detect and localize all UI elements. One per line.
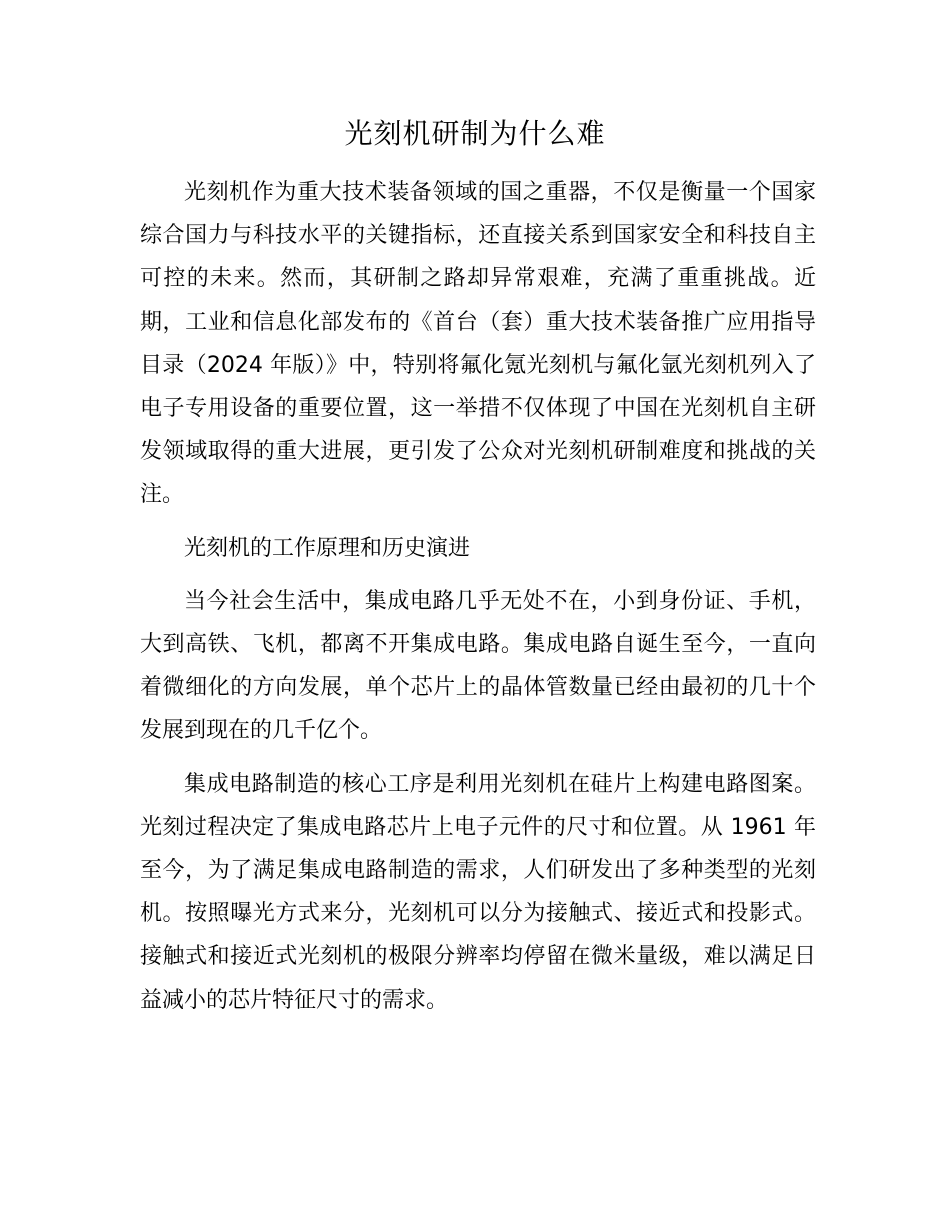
paragraph-lithography-core: 集成电路制造的核心工序是利用光刻机在硅片上构建电路图案。光刻过程决定了集成电路芯片上电子元件的尺寸和位置。从 1961 年至今，为了满足集成电路制造的需求，人们研发出了多种类型的光刻机。按照曝光方式来分，光刻机可以分为接触式、接近式和投影式。接触式和接近式光刻机的极限分辨率均停留在微米量级，难以满足日益减小的芯片特征尺寸的需求。 xyxy=(140,771,816,1013)
paragraph-ic-everywhere: 当今社会生活中，集成电路几乎无处不在，小到身份证、手机，大到高铁、飞机，都离不开集成电路。集成电路自诞生至今，一直向着微细化的方向发展，单个芯片上的晶体管数量已经由最初的几十个发展到现在的几千亿个。 xyxy=(140,588,816,744)
document-title: 光刻机研制为什么难 xyxy=(344,117,606,150)
document-body xyxy=(140,171,816,1032)
paragraph-intro: 光刻机作为重大技术装备领域的国之重器，不仅是衡量一个国家综合国力与科技水平的关键指标，还直接关系到国家安全和科技自主可控的未来。然而，其研制之路却异常艰难，充满了重重挑战。近期，工业和信息化部发布的《首台（套）重大技术装备推广应用指导目录（2024 年版）》中，特别将氟化氪光刻机与氟化氩光刻机列入了电子专用设备的重要位置，这一举措不仅体现了中国在光刻机自主研发领域取得的重大进展，更引发了公众对光刻机研制难度和挑战的关注。 xyxy=(140,180,816,508)
section-heading: 光刻机的工作原理和历史演进 xyxy=(184,535,471,561)
